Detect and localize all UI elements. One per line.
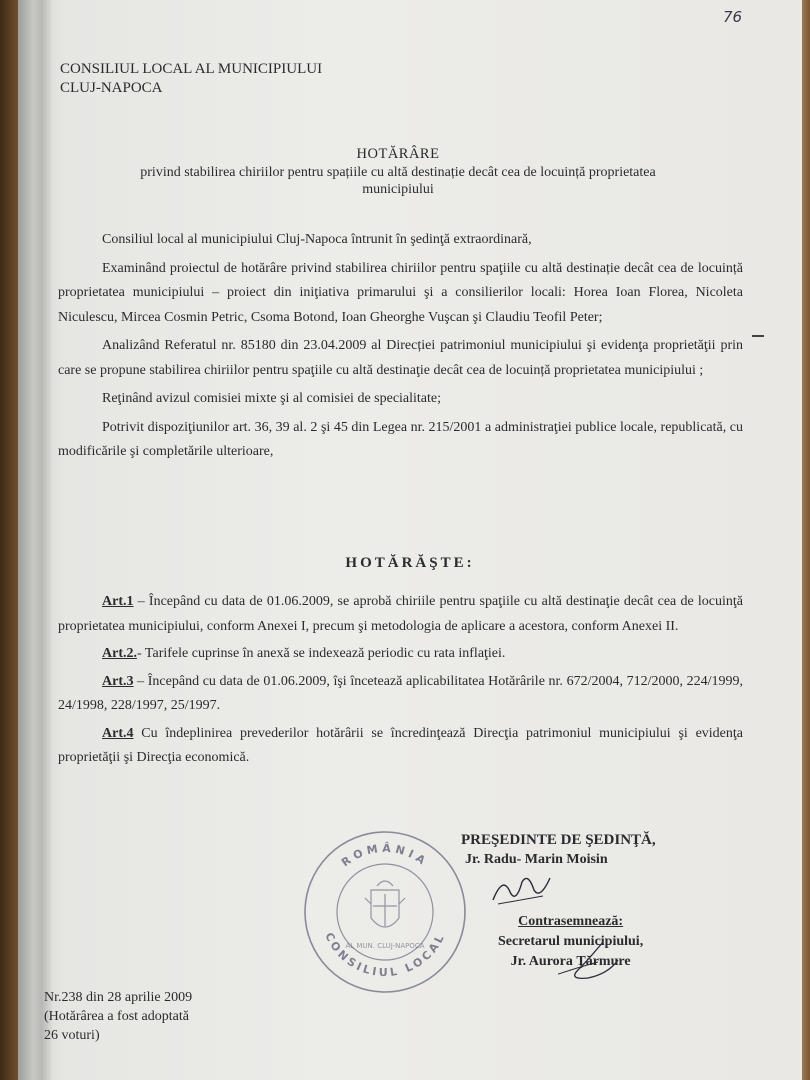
article-1 <box>58 590 743 639</box>
article-label: Art.3 <box>102 673 134 689</box>
secretary-title: Secretarul municipiului, <box>498 934 644 949</box>
president-signature <box>488 870 558 910</box>
decision-title-line2: municipiului <box>362 182 434 197</box>
article-4 <box>58 722 743 771</box>
seal-text-bottom: CONSILIUL LOCAL <box>322 930 448 980</box>
page-fold-shadow <box>18 0 52 1080</box>
article-label: Art.2. <box>102 646 137 661</box>
svg-text:CONSILIUL LOCAL <box>322 931 447 980</box>
council-header-line2: CLUJ-NAPOCA <box>60 80 163 96</box>
decision-title <box>48 146 748 198</box>
articles <box>58 590 743 774</box>
preamble-paragraph: Examinând proiectul de hotărâre privind stabilirea chiriilor pentru spaţiile cu altă destinație decât cea de locuință proprietatea municipiului – proiect din iniţiativa primarului şi a consilierilor locali: Horea Ioan Florea, Nicoleta Niculescu, Mircea Cosmin Petric, Csoma Botond, Ioan Gheorghe Vuşcan şi Claudiu Teofil Peter; <box>58 260 743 325</box>
decision-title-line1: privind stabilirea chiriilor pentru spațiile cu altă destinație decât cea de locuință proprietatea <box>140 165 656 180</box>
adoption-note-line1: (Hotărârea a fost adoptată <box>44 1009 189 1024</box>
footer-note <box>44 988 192 1045</box>
document-page <box>18 0 802 1080</box>
council-header-line1: CONSILIUL LOCAL AL MUNICIPIULUI <box>60 61 323 77</box>
article-text: - Tarifele cuprinse în anexă se indexează periodic cu rata inflaţiei. <box>137 646 506 661</box>
president-name: Jr. Radu- Marin Moisin <box>465 852 608 867</box>
decree-heading: HOTĂRĂŞTE: <box>345 555 475 571</box>
preamble-paragraph: Consiliul local al municipiului Cluj-Napoca întrunit în şedinţă extraordinară, <box>102 232 532 247</box>
article-text: – Începând cu data de 01.06.2009, se aprobă chiriile pentru spaţiile cu altă destinaţie decât cea de locuinţă proprietatea municipiului, conform Anexei I, precum şi metodologia de aplicare a acestora, conform Anexei II. <box>58 594 743 634</box>
article-3 <box>58 670 743 719</box>
preamble-paragraph: Reţinând avizul comisiei mixte şi al comisiei de specialitate; <box>102 391 442 406</box>
president-signature-block <box>461 830 656 870</box>
preamble-paragraph: Analizând Referatul nr. 85180 din 23.04.2009 al Direcției patrimoniul municipiului şi evidenţa proprietăţii prin care se propune stabilirea chiriilor pentru spaţiile cu altă destinaţie decât cea de locuință proprietatea municipiului ; <box>58 338 743 378</box>
secretary-name: Jr. Aurora Ţărmure <box>510 954 631 969</box>
svg-text:ROMÂNIA <box>339 842 431 870</box>
preamble <box>58 228 743 469</box>
decision-title-main: HOTĂRÂRE <box>356 146 440 162</box>
article-label: Art.1 <box>102 594 134 609</box>
coat-of-arms-icon <box>365 881 405 927</box>
secretary-signature-block <box>498 912 643 972</box>
desk-background-right <box>802 0 810 1080</box>
article-label: Art.4 <box>102 725 134 741</box>
official-seal-stamp <box>301 828 469 996</box>
article-text: – Începând cu data de 01.06.2009, îşi încetează aplicabilitatea Hotărârile nr. 672/2004, 712/2000, 224/1999, 24/1998, 228/1997, 25/1997. <box>58 673 743 713</box>
preamble-paragraph: Potrivit dispoziţiunilor art. 36, 39 al. 2 şi 45 din Legea nr. 215/2001 a administraţiei publice locale, republicată, cu modificările şi completările ulterioare, <box>58 419 743 459</box>
handwritten-page-number: 76 <box>723 8 743 26</box>
margin-dash-mark <box>752 335 764 337</box>
president-title: PREŞEDINTE DE ŞEDINŢĂ, <box>461 832 656 848</box>
council-header <box>60 60 322 98</box>
countersign-label: Contrasemnează: <box>518 914 624 929</box>
article-2 <box>58 642 743 667</box>
decision-number-date: Nr.238 din 28 aprilie 2009 <box>44 990 193 1005</box>
article-text: Cu îndeplinirea prevederilor hotărârii se încredinţează Direcţia patrimoniul municipiului şi evidenţa proprietăţii şi Direcţia economică. <box>58 725 743 765</box>
seal-text-inner: AL MUN. CLUJ-NAPOCA <box>345 942 425 950</box>
seal-text-top: ROMÂNIA <box>339 841 431 870</box>
adoption-note-line2: 26 voturi) <box>44 1028 100 1043</box>
